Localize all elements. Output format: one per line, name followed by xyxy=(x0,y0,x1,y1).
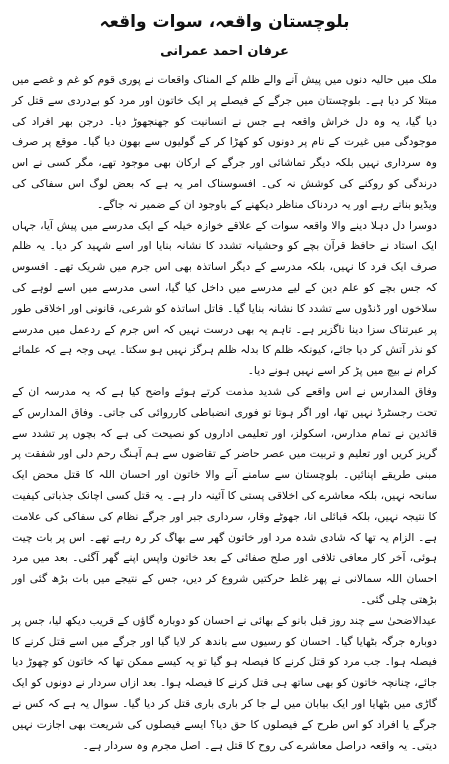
article-paragraph: دوسرا دل دہلا دینے والا واقعہ سوات کے علاقے خوازہ خیلہ کے ایک مدرسے میں پیش آیا، جہاں ایک استاد نے حافظ قرآن بچے کو وحشیانہ تشدد کا نشانہ بنایا اور اسے شہید کر دیا۔ یہ ظلم صرف ایک فرد کا نہیں، بلکہ مدرسے کے دیگر اساتذہ بھی اس جرم میں شریک تھے۔ افسوس کہ جس بچے کو علم دین کے لیے مدرسے میں داخل کیا گیا، اسی مدرسے میں اسے لوہے کی سلاخوں اور ڈنڈوں سے تشدد کا نشانہ بنایا گیا۔ قاتل اساتذہ کو شرعی، قانونی اور اخلاقی طور پر عبرتناک سزا دینا ناگزیر ہے۔ تاہم یہ بھی درست نہیں کہ اس جرم کے ردعمل میں مدرسے کو نذر آتش کر دیا جائے، کیونکہ ظلم کا بدلہ ظلم ہرگز نہیں ہو سکتا۔ یہی وجہ ہے کہ علمائے کرام نے بیچ میں پڑ کر اسے نہیں ہونے دیا۔ xyxy=(12,218,437,378)
article-title: بلوچستان واقعہ، سوات واقعہ xyxy=(99,12,350,32)
article-paragraph: ملک میں حالیہ دنوں میں پیش آنے والے ظلم کے المناک واقعات نے پوری قوم کو غم و غصے میں مبتلا کر دیا ہے۔ بلوچستان میں جرگے کے فیصلے پر ایک خاتون اور مرد کو بےدردی سے قتل کر دیا گیا، یہ وہ دل خراش واقعہ ہے جس نے انسانیت کو جھنجھوڑ دیا۔ درجن بھر افراد کی موجودگی میں غیرت کے نام پر دونوں کو کھڑا کر کے گولیوں سے بھون دیا گیا۔ موقع پر صرف وہ سرداری نہیں بلکہ دیگر تماشائی اور جرگے کے ارکان بھی موجود تھے، مگر کسی نے اس درندگی کو روکنے کی کوشش نہ کی۔ افسوسناک امر یہ ہے کہ بعض لوگ اس سفاکی کی ویڈیو بناتے رہے اور یہ دردناک مناظر دیکھنے کے باوجود ان کے ضمیر نہ جاگے۔ xyxy=(12,73,437,211)
article-paragraph: عیدالاضحیٰ سے چند روز قبل بانو کے بھائی نے احسان کو دوبارہ گاؤں کے قریب دیکھ لیا، جس پر دوبارہ جرگہ بٹھایا گیا۔ احسان کو رسیوں سے باندھ کر لایا گیا اور جرگے میں اسے قتل کرنے کا فیصلہ ہوا۔ جب مرد کو قتل کرنے کا فیصلہ ہو گیا تو یہ کیسے ممکن تھا کہ خاتون کو چھوڑ دیا جائے، چنانچہ خاتون کو بھی ساتھ ہی قتل کرنے کا فیصلہ ہوا۔ بعد ازاں سردار نے دونوں کو ایک گاڑی میں بٹھایا اور ایک بیابان میں لے جا کر باری باری قتل کر دیا گیا۔ سوال یہ ہے کہ کس نے جرگے یا افراد کو اس طرح کے فیصلوں کا حق دیا؟ ایسے فیصلوں کی شریعت بھی اجازت نہیں دیتی۔ یہ واقعہ دراصل معاشرے کی روح کا قتل ہے۔ اصل مجرم وہ سردار ہے۔ xyxy=(12,613,437,752)
article-author: عرفان احمد عمرانی xyxy=(160,44,289,59)
article-body xyxy=(12,70,437,756)
article-paragraph: وفاق المدارس نے اس واقعے کی شدید مذمت کرتے ہوئے واضح کیا ہے کہ یہ مدرسہ ان کے تحت رجسٹرڈ نہیں تھا، اور اگر ہوتا تو فوری انضباطی کارروائی کی جاتی۔ وفاق المدارس کے قائدین نے تمام مدارس، اسکولز، اور تعلیمی اداروں کو نصیحت کی ہے کہ بچوں پر تشدد سے گریز کریں اور تعلیم و تربیت میں عصر حاضر کے تقاضوں سے ہم آہنگ رحم دلی اور شفقت پر مبنی طریقے اپنائیں۔ بلوچستان سے سامنے آنے والا خاتون اور احسان اللہ کا قتل محض ایک سانحہ نہیں، بلکہ معاشرے کی اخلاقی پستی کا آئینہ دار ہے۔ یہ قتل کسی اچانک جذباتی کیفیت کا نتیجہ نہیں، بلکہ قبائلی انا، جھوٹے وقار، سرداری جبر اور جرگے نظام کی سفاکی کی علامت ہے۔ الزام یہ تھا کہ شادی شدہ مرد اور خاتون گھر سے بھاگ کر رہ رہے تھے۔ اس پر بات چیت ہوئی، آخر کار معافی تلافی اور صلح صفائی کے بعد خاتون واپس اپنے گھر آگئی۔ بعد میں مرد احسان اللہ سمالانی نے پھر غلط حرکتیں شروع کر دیں، جس کے نتیجے میں بات بڑھ گئی اور بڑھتی چلی گئی۔ xyxy=(12,384,437,606)
